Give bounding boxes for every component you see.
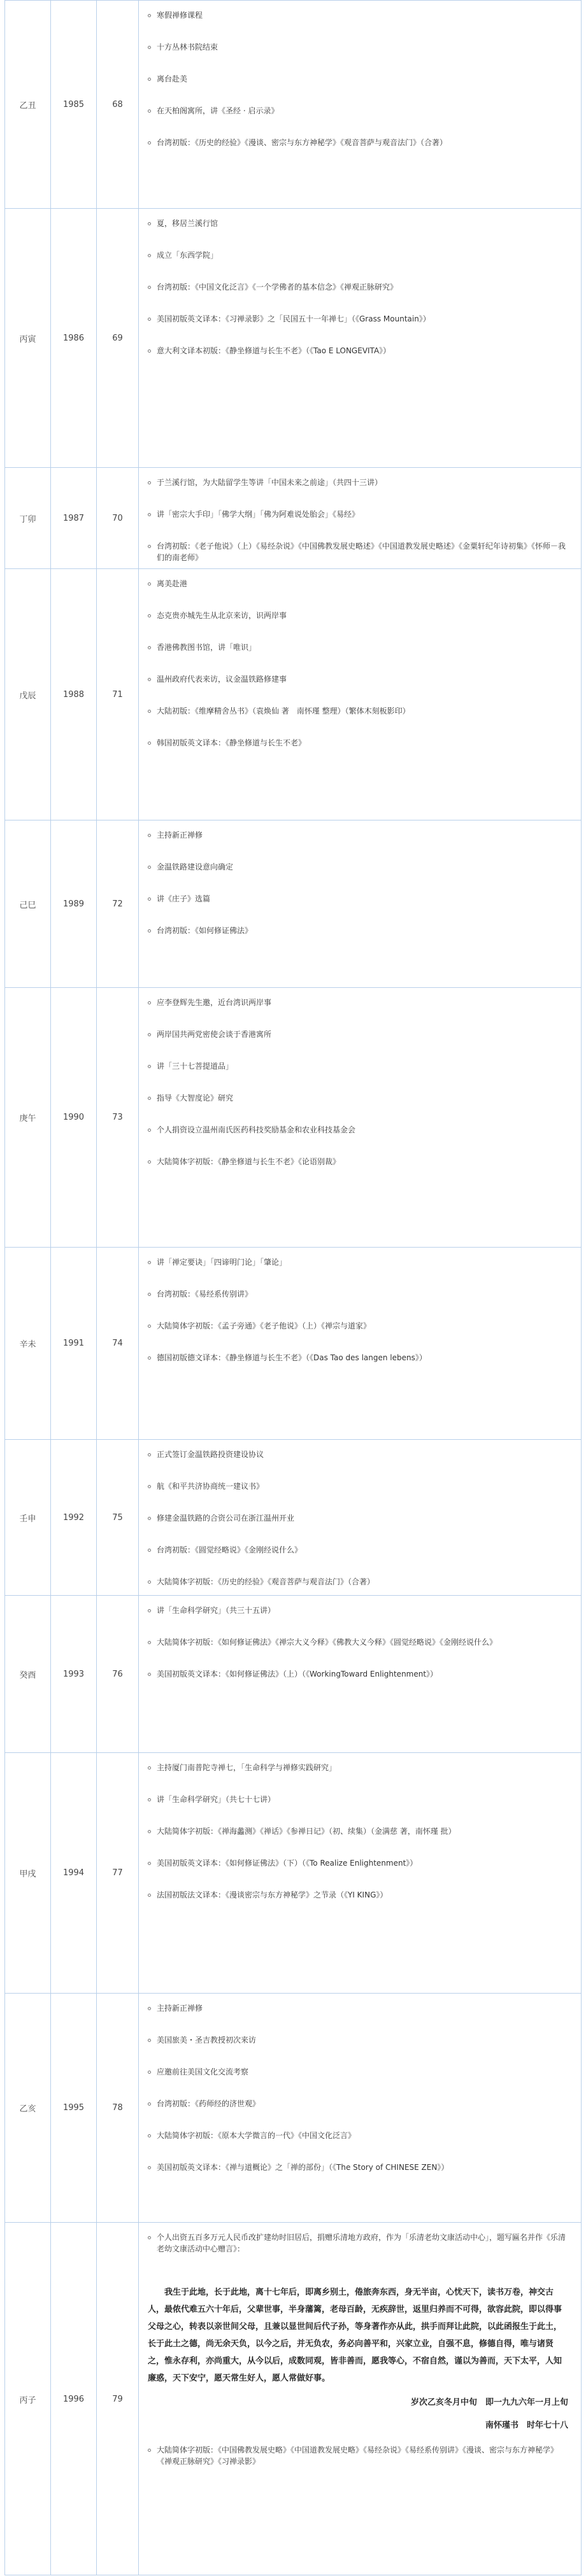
list-item: 航《和平共济协商统一建议书》 xyxy=(148,1481,572,1492)
ganzhi-cell: 乙丑 xyxy=(5,1,51,208)
table-row xyxy=(5,1248,581,1440)
list-item: 在天柏阁寓所，讲《圣经 · 启示录》 xyxy=(148,105,572,116)
table-row xyxy=(5,209,581,468)
list-item: 应李登辉先生邀，近台湾识两岸事 xyxy=(148,997,572,1008)
list-item: 寒假禅修课程 xyxy=(148,10,572,21)
table-row xyxy=(5,1,581,209)
events-cell xyxy=(139,1248,581,1439)
events-cell xyxy=(139,988,581,1247)
year-cell: 1987 xyxy=(51,468,97,568)
age-cell: 73 xyxy=(97,988,139,1247)
events-cell xyxy=(139,468,581,568)
events-cell xyxy=(139,569,581,820)
list-item: 韩国初版英文译本：《静坐修道与长生不老》 xyxy=(148,737,572,749)
list-item: 金温铁路建设意向确定 xyxy=(148,861,572,873)
list-item: 应邀前往美国文化交流考察 xyxy=(148,2066,572,2078)
list-item: 成立「东西学院」 xyxy=(148,250,572,261)
age-cell: 75 xyxy=(97,1440,139,1595)
list-item: 大陆简体字初版：《原本大学微言的一代》《中国文化泛言》 xyxy=(148,2130,572,2141)
age-cell: 69 xyxy=(97,209,139,467)
table-row xyxy=(5,1753,581,1994)
ganzhi-cell: 丙寅 xyxy=(5,209,51,467)
gift-inscription: 我生于此地，长于此地，离十七年后，即离乡别土，倦旅奔东西，身无半亩，心忧天下，读书万卷，神交古人，最侬代难五六十年后，父辈世事，半身藩篱，老母百龄，无疾辞世，返里归养而不可得，欲容此院，即以得事父母之心，转表以亲世间父母，且兼以显世间后代子孙，等身著作亦从此，拱手而拜让此院，以此函报生于此土，长于此土之德，尚无余天负，以今之后，并无负农，务必向善平和，兴家立业，自强不息，修德自得，唯与诸贤之，惟永存利，亦尚重大，从今以后，成数同观，皆非善而，愿我等心，不宿自然，谨以为善而，天下太平，人知廉惑，天下安宁，愿天常生好人，愿人常做好事。 xyxy=(148,2288,562,2383)
list-item: 主持新正禅修 xyxy=(148,829,572,841)
list-item: 德国初版德文译本：《静坐修道与长生不老》（《Das Tao des langen lebens》） xyxy=(148,1352,572,1363)
year-cell: 1989 xyxy=(51,820,97,987)
events-list xyxy=(148,10,572,148)
list-item: 个人捐资设立温州南氏医药科技奖励基金和农业科技基金会 xyxy=(148,1124,572,1136)
age-cell: 77 xyxy=(97,1753,139,1993)
signoff-date: 岁次乙亥冬月中旬 即一九九六年一月上旬 xyxy=(410,2398,568,2407)
list-item: 讲「三十七菩提道品」 xyxy=(148,1060,572,1072)
list-item: 台湾初版：《如何修证佛法》 xyxy=(148,925,572,936)
events-cell xyxy=(139,2223,581,2575)
list-item: 台湾初版：《易经系传别讲》 xyxy=(148,1288,572,1300)
list-item: 美国旅美・圣吉教授初次来访 xyxy=(148,2034,572,2046)
ganzhi-cell: 甲戌 xyxy=(5,1753,51,1993)
events-list xyxy=(148,2002,572,2173)
year-cell: 1992 xyxy=(51,1440,97,1595)
events-cell xyxy=(139,1994,581,2222)
list-item: 两岸国共两党密使会谈于香港寓所 xyxy=(148,1029,572,1040)
list-item: 台湾初版：《圆觉经略说》《金刚经说什么》 xyxy=(148,1544,572,1556)
year-cell: 1991 xyxy=(51,1248,97,1439)
ganzhi-cell: 戊辰 xyxy=(5,569,51,820)
list-item: 美国初版英文译本：《如何修证佛法》（下）（《To Realize Enlightenment》） xyxy=(148,1857,572,1869)
table-row xyxy=(5,1440,581,1596)
year-cell: 1988 xyxy=(51,569,97,820)
year-cell: 1994 xyxy=(51,1753,97,1993)
list-item: 大陆简体字初版：《中国佛教发展史略》《中国道教发展史略》《易经杂说》《易经系传别讲》《漫谈、密宗与东方神秘学》《禅观正脉研究》《习禅录影》 xyxy=(148,2444,568,2467)
list-item: 大陆简体字初版：《如何修证佛法》《禅宗大义今释》《佛教大义今释》《圆觉经略说》《金刚经说什么》 xyxy=(148,1636,572,1648)
year-cell: 1993 xyxy=(51,1596,97,1752)
age-cell: 74 xyxy=(97,1248,139,1439)
events-list xyxy=(148,1256,572,1363)
ganzhi-cell: 丙子 xyxy=(5,2223,51,2575)
ganzhi-cell: 辛未 xyxy=(5,1248,51,1439)
list-item: 指导《大智度论》研究 xyxy=(148,1092,572,1104)
ganzhi-cell: 乙亥 xyxy=(5,1994,51,2222)
list-item: 法国初版法文译本：《漫谈密宗与东方神秘学》之节录（《YI KING》） xyxy=(148,1889,572,1901)
list-item: 大陆简体字初版：《禅海蠡测》《禅话》《参禅日记》（初、续集）（金满慈 著，南怀瑾 批） xyxy=(148,1826,572,1837)
list-item: 十方丛林书院结束 xyxy=(148,41,572,53)
table-row xyxy=(5,569,581,820)
events-list xyxy=(148,2444,568,2467)
signoff xyxy=(148,2396,568,2433)
list-item: 台湾初版：《老子他说》（上）《易经杂说》《中国佛教发展史略述》《中国道教发展史略述》《金粟轩纪年诗初集》《怀师－我们的南老师》 xyxy=(148,540,572,563)
age-cell: 76 xyxy=(97,1596,139,1752)
year-cell: 1990 xyxy=(51,988,97,1247)
events-cell xyxy=(139,1440,581,1595)
list-item: 台湾初版：《药师经的济世观》 xyxy=(148,2098,572,2109)
list-item: 美国初版英文译本：《禅与道概论》之「禅的部份」（《The Story of CHINESE ZEN》） xyxy=(148,2162,572,2173)
list-item: 大陆简体字初版：《静坐修道与长生不老》《论语别裁》 xyxy=(148,1156,572,1167)
events-cell xyxy=(139,1,581,208)
list-item: 夏，移居兰溪行馆 xyxy=(148,218,572,229)
events-cell xyxy=(139,209,581,467)
ganzhi-cell: 己巳 xyxy=(5,820,51,987)
age-cell: 79 xyxy=(97,2223,139,2575)
table-row xyxy=(5,988,581,1248)
events-cell xyxy=(139,820,581,987)
year-cell: 1986 xyxy=(51,209,97,467)
list-item: 讲「生命科学研究」（共三十五讲） xyxy=(148,1605,572,1616)
list-item: 正式签订金温铁路投资建设协议 xyxy=(148,1449,572,1460)
table-row xyxy=(5,2223,581,2575)
events-list xyxy=(148,1762,572,1901)
table-row xyxy=(5,820,581,988)
chronology-table xyxy=(4,0,582,2575)
list-item: 讲「密宗大手印」「佛学大纲」「佛为阿难说处胎会」《易经》 xyxy=(148,509,572,520)
year-cell: 1985 xyxy=(51,1,97,208)
list-item: 离台赴美 xyxy=(148,73,572,85)
year-cell: 1995 xyxy=(51,1994,97,2222)
events-list xyxy=(148,1605,572,1680)
events-list xyxy=(148,477,572,563)
list-item: 主持新正禅修 xyxy=(148,2002,572,2014)
age-cell: 70 xyxy=(97,468,139,568)
list-item: 美国初版英文译本：《习禅录影》之「民国五十一年禅七」（《Grass Mountain》） xyxy=(148,313,572,325)
list-item: 态克贵亦城先生从北京来访，识两岸事 xyxy=(148,610,572,621)
age-cell: 78 xyxy=(97,1994,139,2222)
list-item: 修建金温铁路的合资公司在浙江温州开业 xyxy=(148,1512,572,1524)
list-item: 台湾初版：《中国文化泛言》《一个学佛者的基本信念》《禅观正脉研究》 xyxy=(148,281,572,293)
events-list xyxy=(148,829,572,936)
events-list xyxy=(148,578,572,749)
events-cell xyxy=(139,1596,581,1752)
age-cell: 68 xyxy=(97,1,139,208)
list-item: 台湾初版：《历史的经验》《漫谈、密宗与东方神秘学》《观音菩萨与观音法门》（合著） xyxy=(148,137,572,148)
list-item: 主持厦门南普陀寺禅七，「生命科学与禅修实践研究」 xyxy=(148,1762,572,1773)
ganzhi-cell: 壬申 xyxy=(5,1440,51,1595)
list-item: 大陆简体字初版：《孟子旁通》《老子他说》（上）《禅宗与道家》 xyxy=(148,1320,572,1332)
events-list xyxy=(148,218,572,356)
list-item: 讲《庄子》选篇 xyxy=(148,893,572,904)
list-item: 个人出资五百多万元人民币改扩建幼时旧居后，捐赠乐清地方政府，作为「乐清老幼文康活动中心」，题写匾名并作《乐清老幼文康活动中心赠言》： xyxy=(148,2232,568,2255)
age-cell: 72 xyxy=(97,820,139,987)
signoff-name: 南怀瑾书 时年七十八 xyxy=(485,2421,568,2430)
table-row xyxy=(5,1596,581,1753)
list-item: 意大利文译本初版：《静坐修道与长生不老》（《Tao E LONGEVITA》） xyxy=(148,345,572,356)
list-item: 美国初版英文译本：《如何修证佛法》（上）（《WorkingToward Enlightenment》） xyxy=(148,1668,572,1680)
list-item: 香港佛教图书馆，讲「唯识」 xyxy=(148,642,572,653)
list-item: 讲「禅定要诀」「四谛明门论」「肇论」 xyxy=(148,1256,572,1268)
list-item: 于兰溪行馆，为大陆留学生等讲「中国未来之前途」（共四十三讲） xyxy=(148,477,572,488)
events-list xyxy=(148,2232,568,2255)
ganzhi-cell: 丁卯 xyxy=(5,468,51,568)
events-list xyxy=(148,997,572,1167)
list-item: 离美赴港 xyxy=(148,578,572,589)
ganzhi-cell: 庚午 xyxy=(5,988,51,1247)
year-cell: 1996 xyxy=(51,2223,97,2575)
ganzhi-cell: 癸酉 xyxy=(5,1596,51,1752)
age-cell: 71 xyxy=(97,569,139,820)
events-list xyxy=(148,1449,572,1587)
list-item: 大陆简体字初版：《历史的经验》《观音菩萨与观音法门》（合著） xyxy=(148,1576,572,1587)
list-item: 大陆初版：《维摩精舍丛书》（袁焕仙 著 南怀瑾 整理）（繁体木刻板影印） xyxy=(148,705,572,717)
list-item: 讲「生命科学研究」（共七十七讲） xyxy=(148,1794,572,1805)
table-row xyxy=(5,1994,581,2223)
list-item: 温州政府代表来访，议金温铁路修建事 xyxy=(148,673,572,685)
events-cell xyxy=(139,1753,581,1993)
table-row xyxy=(5,468,581,569)
